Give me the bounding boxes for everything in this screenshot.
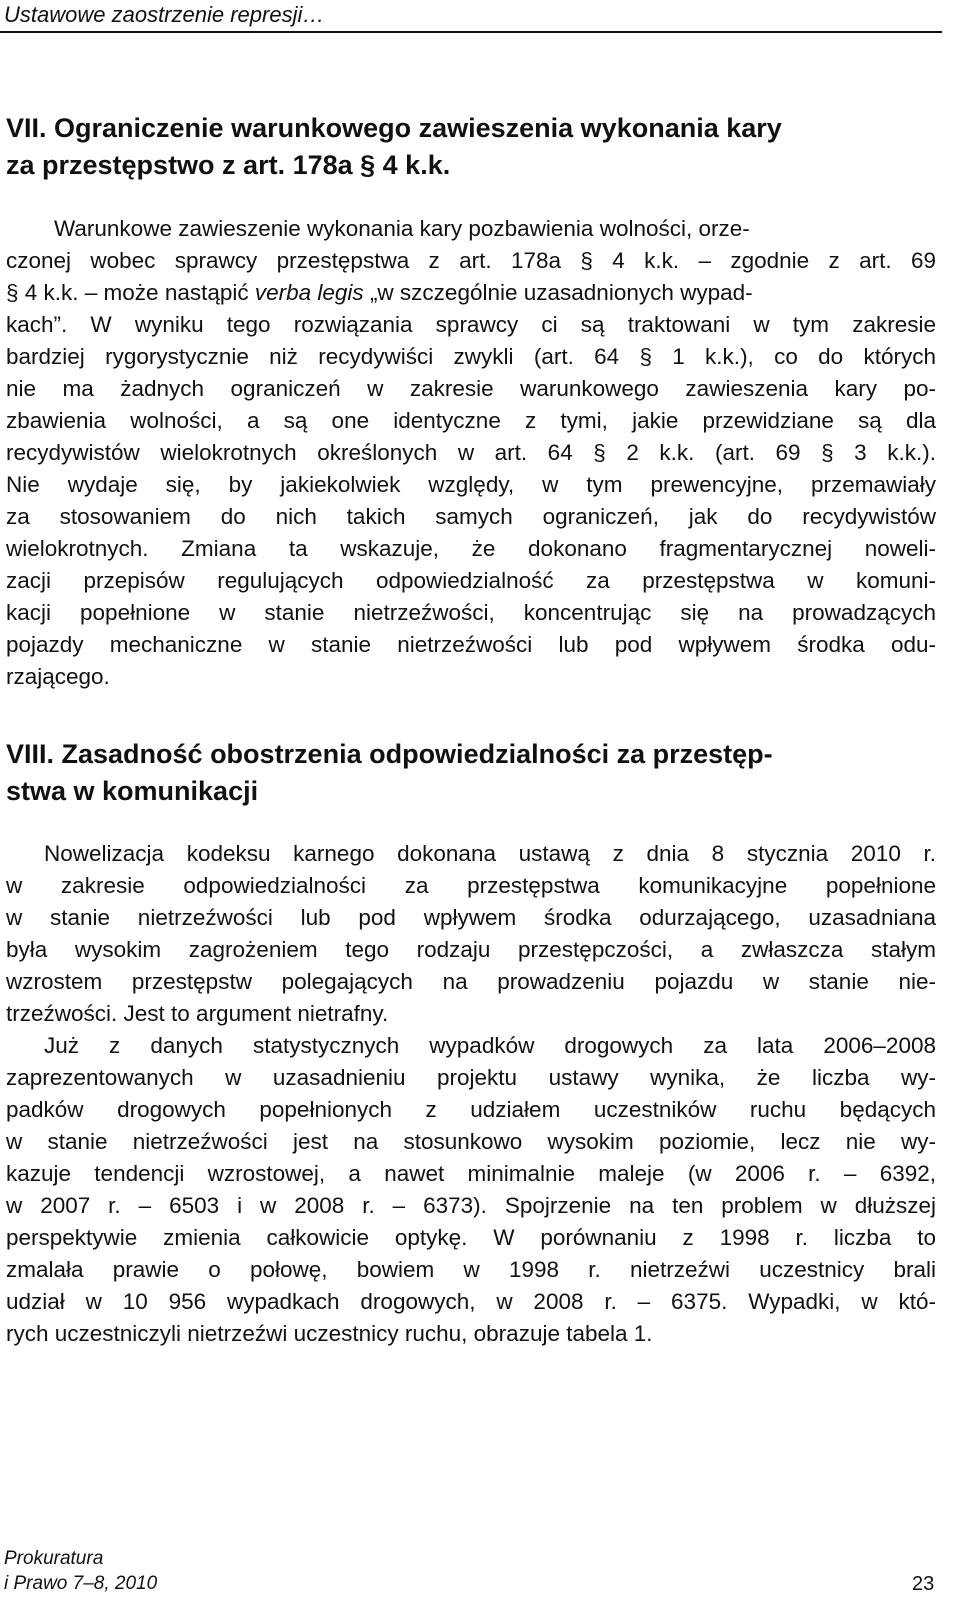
text-run: § 4 k.k. – może nastąpić — [6, 280, 255, 305]
text-line: Nie wydaje się, by jakiekolwiek względy, w tym prewencyjne, przemawiały — [6, 472, 936, 497]
text-line: bardziej rygorystycznie niż recydywiści zwykli (art. 64 § 1 k.k.), co do których — [6, 344, 936, 369]
footer-issue: i Prawo 7–8, 2010 — [4, 1573, 158, 1594]
latin-term: verba legis — [254, 280, 364, 305]
text-line: recydywistów wielokrotnych określonych w art. 64 § 2 k.k. (art. 69 § 3 k.k.). — [6, 440, 936, 465]
text-line: rych uczestniczyli nietrzeźwi uczestnicy ruchu, obrazuje tabela 1. — [6, 1321, 653, 1346]
text-line: wielokrotnych. Zmiana ta wskazuje, że dokonano fragmentarycznej noweli- — [6, 536, 936, 561]
text-line: rzającego. — [6, 664, 110, 689]
chapter-8-title-line-2: stwa w komunikacji — [6, 776, 259, 806]
text-line: Nowelizacja kodeksu karnego dokonana ustawą z dnia 8 stycznia 2010 r. — [44, 841, 936, 866]
text-line: kazuje tendencji wzrostowej, a nawet minimalnie maleje (w 2006 r. – 6392, — [6, 1161, 936, 1186]
text-line: Już z danych statystycznych wypadków drogowych za lata 2006–2008 — [44, 1033, 936, 1058]
page-number: 23 — [912, 1573, 935, 1595]
text-run: „w szczególnie uzasadnionych wypad- — [363, 280, 753, 305]
text-line: padków drogowych popełnionych z udziałem uczestników ruchu będących — [6, 1097, 936, 1122]
text-line: wzrostem przestępstw polegających na prowadzeniu pojazdu w stanie nie- — [6, 969, 936, 994]
chapter-8-title-line-1: VIII. Zasadność obostrzenia odpowiedzialności za przestęp- — [6, 739, 773, 769]
text-line: zbawienia wolności, a są one identyczne z tymi, jakie przewidziane są dla — [6, 408, 936, 433]
text-line: Warunkowe zawieszenie wykonania kary pozbawienia wolności, orze- — [54, 216, 750, 241]
text-line: nie ma żadnych ograniczeń w zakresie warunkowego zawieszenia kary po- — [6, 376, 936, 401]
text-line: pojazdy mechaniczne w stanie nietrzeźwości lub pod wpływem środka odu- — [6, 632, 936, 657]
text-line: zacji przepisów regulujących odpowiedzialność za przestępstwa w komuni- — [6, 568, 936, 593]
text-line: w stanie nietrzeźwości jest na stosunkowo wysokim poziomie, lecz nie wy- — [6, 1129, 936, 1154]
footer-journal: Prokuratura — [4, 1548, 104, 1569]
header-rule — [0, 31, 942, 33]
running-title: Ustawowe zaostrzenie represji… — [4, 2, 325, 27]
text-line: zmalała prawie o połowę, bowiem w 1998 r. nietrzeźwi uczestnicy brali — [6, 1257, 936, 1282]
text-line: za stosowaniem do nich takich samych ograniczeń, jak do recydywistów — [6, 504, 936, 529]
text-line: w 2007 r. – 6503 i w 2008 r. – 6373). Spojrzenie na ten problem w dłuższej — [6, 1193, 936, 1218]
text-line: w zakresie odpowiedzialności za przestępstwa komunikacyjne popełnione — [6, 873, 936, 898]
text-line: perspektywie zmienia całkowicie optykę. W porównaniu z 1998 r. liczba to — [6, 1225, 936, 1250]
text-line: czonej wobec sprawcy przestępstwa z art. 178a § 4 k.k. – zgodnie z art. 69 — [6, 248, 936, 273]
text-line: zaprezentowanych w uzasadnieniu projektu ustawy wynika, że liczba wy- — [6, 1065, 936, 1090]
chapter-7-title-line-2: za przestępstwo z art. 178a § 4 k.k. — [6, 150, 451, 180]
text-line: udział w 10 956 wypadkach drogowych, w 2008 r. – 6375. Wypadki, w któ- — [6, 1289, 936, 1314]
chapter-7-title-line-1: VII. Ograniczenie warunkowego zawieszenia wykonania kary — [6, 113, 782, 143]
text-line: kach”. W wyniku tego rozwiązania sprawcy ci są traktowani w tym zakresie — [6, 312, 936, 337]
text-line — [6, 277, 936, 309]
text-line: w stanie nietrzeźwości lub pod wpływem środka odurzającego, uzasadniana — [6, 905, 936, 930]
text-line: kacji popełnione w stanie nietrzeźwości, koncentrując się na prowadzących — [6, 600, 936, 625]
text-line: była wysokim zagrożeniem tego rodzaju przestępczości, a zwłaszcza stałym — [6, 937, 936, 962]
text-line: trzeźwości. Jest to argument nietrafny. — [6, 1001, 389, 1026]
